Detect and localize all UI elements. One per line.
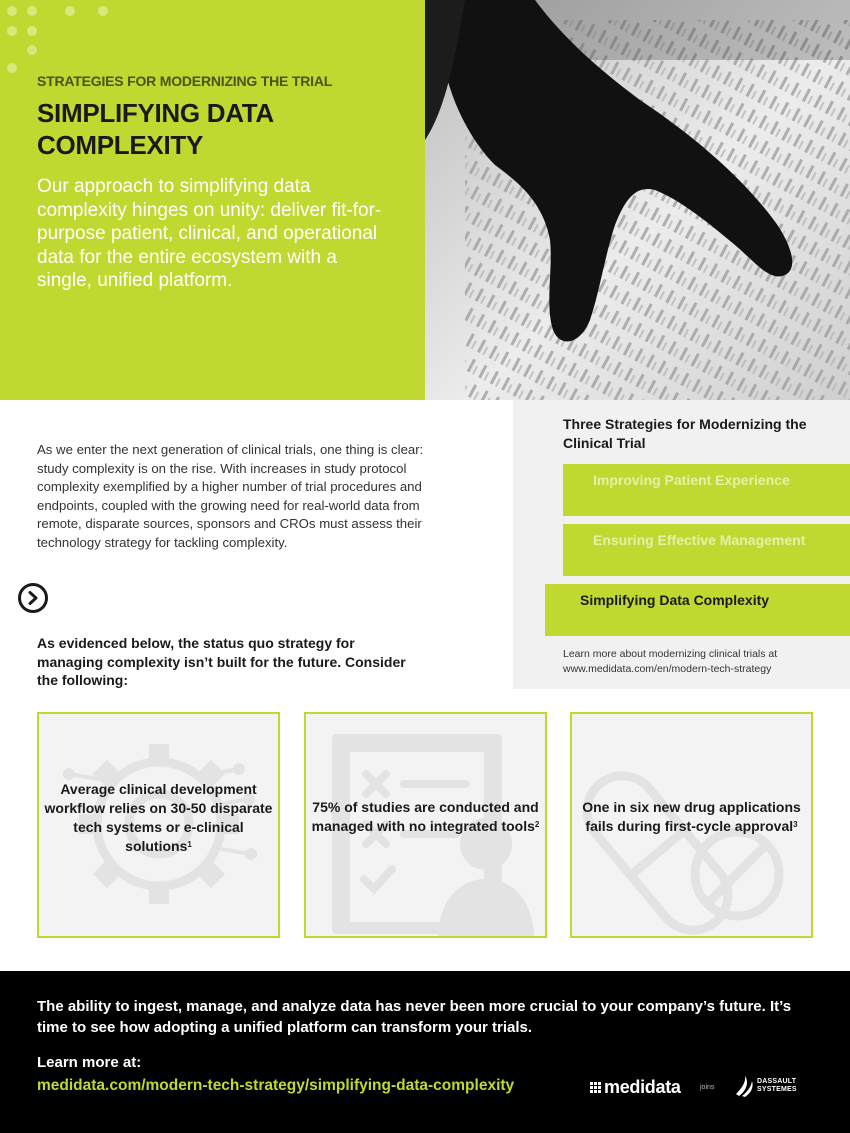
page-title-line-2: COMPLEXITY	[37, 130, 204, 160]
stat-card-drug-applications	[570, 712, 813, 938]
medidata-logo	[590, 1077, 681, 1098]
stat-card-tech-systems	[37, 712, 280, 938]
medidata-wordmark: medidata	[604, 1077, 681, 1097]
page-title	[37, 97, 397, 161]
chevron-right-icon	[18, 583, 48, 613]
sidebar-title: Three Strategies for Modernizing the Clinical Trial	[563, 416, 807, 451]
dassault-line-1: DASSAULT	[757, 1078, 797, 1085]
strategies-sidebar	[513, 400, 850, 689]
strategy-simplifying-data-complexity[interactable]: Simplifying Data Complexity	[545, 584, 850, 636]
hero-banner	[0, 0, 850, 400]
page-title-line-1: SIMPLIFYING DATA	[37, 98, 274, 128]
stat-text: Average clinical development workflow relies on 30-50 disparate tech systems or e-clinical solutions$^1$	[44, 781, 273, 854]
hero-lead-paragraph: Our approach to simplifying data complexity hinges on unity: deliver fit-for-purpose patient, clinical, and operational data for the entire ecosystem with a single, unified platform.	[37, 176, 382, 291]
strategy-improving-patient-experience[interactable]: Improving Patient Experience	[563, 464, 850, 516]
footer-banner	[0, 971, 850, 1133]
sidebar-footnote[interactable]: Learn more about modernizing clinical trials at www.medidata.com/en/modern-tech-strategy	[563, 648, 778, 675]
hero-text-panel	[0, 0, 425, 400]
decorative-dots-icon	[0, 0, 120, 80]
medidata-dots-icon	[590, 1082, 601, 1093]
evidence-paragraph: As evidenced below, the status quo strategy for managing complexity isn’t built for the future. Consider the following:	[37, 635, 406, 689]
dassault-3ds-icon	[733, 1074, 755, 1098]
dassault-line-2: SYSTEMES	[757, 1086, 797, 1093]
strategy-ensuring-effective-management[interactable]: Ensuring Effective Management	[563, 524, 850, 576]
footer-cta-text: The ability to ingest, manage, and analyze data has never been more crucial to your company’s future. It’s time to see how adopting a unified platform can transform your trials.	[37, 998, 792, 1036]
stat-text: One in six new drug applications fails during first-cycle approval$^3$	[582, 799, 801, 834]
dassault-logo	[733, 1074, 797, 1098]
intro-paragraph: As we enter the next generation of clinical trials, one thing is clear: study complexity is on the rise. With increases in study protocol complexity exemplified by a higher number of trial procedures and endpoints, coupled with the growing need for real-world data from remote, disparate sources, sponsors and CROs must assess their technology strategy for tackling complexity.	[37, 442, 424, 550]
hand-on-data-photo	[425, 0, 850, 400]
footer-learn-label: Learn more at:	[37, 1054, 142, 1071]
stat-text: 75% of studies are conducted and managed with no integrated tools$^2$	[311, 799, 540, 834]
hero-eyebrow: STRATEGIES FOR MODERNIZING THE TRIAL	[37, 73, 333, 89]
joins-label: joins	[700, 1084, 715, 1091]
footer-link[interactable]: medidata.com/modern-tech-strategy/simplifying-data-complexity	[37, 1077, 515, 1094]
stat-card-integrated-tools	[304, 712, 547, 938]
